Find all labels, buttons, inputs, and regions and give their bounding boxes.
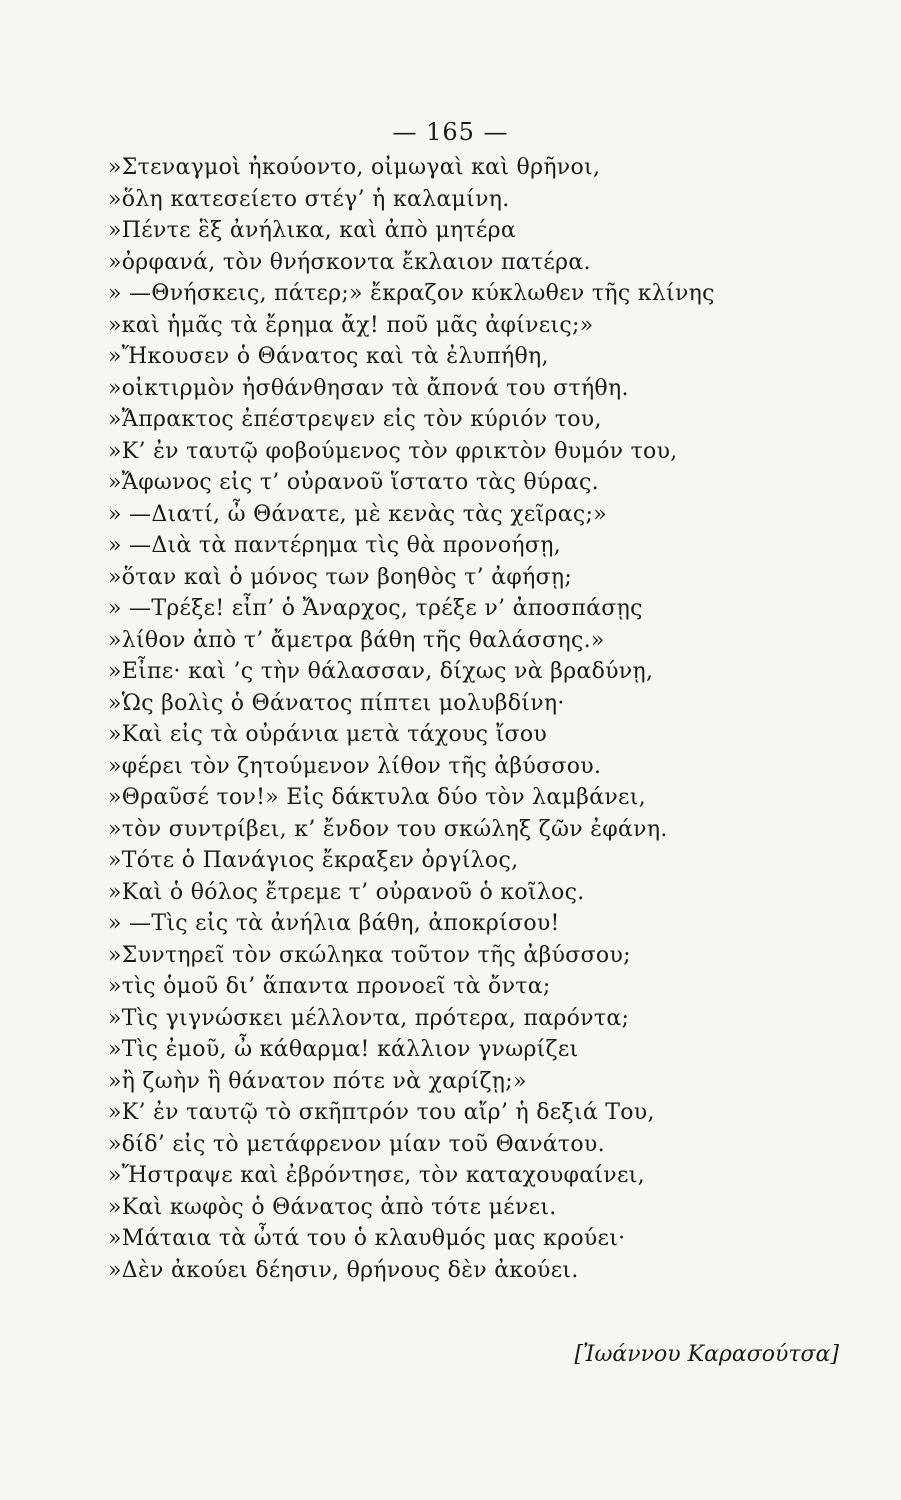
poem-line: »Ἄπρακτος ἐπέστρεψεν εἰς τὸν κύριόν του, bbox=[108, 407, 602, 432]
poem-line: » —Θνήσκεις, πάτερ;» ἔκραζον κύκλωθεν τῆς κλίνης bbox=[108, 281, 715, 306]
poem-line: »οἰκτιρμὸν ἠσθάνθησαν τὰ ἄπονά του στήθη. bbox=[108, 375, 629, 401]
poem-line: »Τὶς ἐμοῦ, ὦ κάθαρμα! κάλλιον γνωρίζει bbox=[108, 1037, 579, 1062]
page-number: — 165 — bbox=[392, 118, 509, 146]
poem-line: »Συντηρεῖ τὸν σκώληκα τοῦτον τῆς ἀβύσσου; bbox=[108, 942, 631, 968]
poem-line: »λίθον ἀπὸ τ’ ἄμετρα βάθη τῆς θαλάσσης.» bbox=[108, 627, 605, 653]
poem-line: »ἢ ζωὴν ἢ θάνατον πότε νὰ χαρίζῃ;» bbox=[108, 1068, 527, 1094]
poem-line: »Κ’ ἐν ταυτῷ τὸ σκῆπτρόν του αἴρ’ ἡ δεξιά Του, bbox=[108, 1100, 655, 1125]
poem-line: » —Διατί, ὦ Θάνατε, μὲ κενὰς τὰς χεῖρας;» bbox=[108, 501, 607, 527]
poem-line: »Δὲν ἀκούει δέησιν, θρήνους δὲν ἀκούει. bbox=[108, 1257, 579, 1283]
poem-line: »Θραῦσέ τον!» Εἰς δάκτυλα δύο τὸν λαμβάνει, bbox=[108, 785, 646, 810]
poem-line: »Ὡς βολὶς ὁ Θάνατος πίπτει μολυβδίνη· bbox=[108, 690, 565, 716]
poem-line: »Τὶς γιγνώσκει μέλλοντα, πρότερα, παρόντα; bbox=[108, 1005, 630, 1031]
poem-line: »Ἤστραψε καὶ ἐβρόντησε, τὸν καταχουφαίνει, bbox=[108, 1163, 645, 1188]
poem-line: »Ἄφωνος εἰς τ’ οὐρανοῦ ἵστατο τὰς θύρας. bbox=[108, 470, 599, 495]
poem-line: »τὸν συντρίβει, κ’ ἔνδον του σκώληξ ζῶν ἐφάνη. bbox=[108, 816, 668, 842]
poem-text bbox=[108, 152, 748, 1286]
poem-line: »Καὶ ὁ θόλος ἔτρεμε τ’ οὐρανοῦ ὁ κοῖλος. bbox=[108, 879, 585, 905]
poem-line: »ὅλη κατεσείετο στέγ’ ἡ καλαμίνη. bbox=[108, 186, 510, 212]
poem-line: »Καὶ κωφὸς ὁ Θάνατος ἀπὸ τότε μένει. bbox=[108, 1194, 557, 1220]
poem-line: »τὶς ὁμοῦ δι’ ἅπαντα προνοεῖ τὰ ὄντα; bbox=[108, 974, 551, 999]
poem-line: »ὅταν καὶ ὁ μόνος των βοηθὸς τ’ ἀφήσῃ; bbox=[108, 564, 573, 590]
author-attribution: [Ἰωάννου Καρασούτσα] bbox=[574, 1342, 839, 1367]
poem-line: »Εἶπε· καὶ ’ς τὴν θάλασσαν, δίχως νὰ βραδύνῃ, bbox=[108, 659, 654, 684]
poem-line: »καὶ ἡμᾶς τὰ ἔρημα ἄχ! ποῦ μᾶς ἀφίνεις;» bbox=[108, 312, 594, 338]
poem-line: »Μάταια τὰ ὦτά του ὁ κλαυθμός μας κρούει· bbox=[108, 1226, 626, 1251]
poem-line: »φέρει τὸν ζητούμενον λίθον τῆς ἀβύσσου. bbox=[108, 753, 602, 779]
poem-line: »Καὶ εἰς τὰ οὐράνια μετὰ τάχους ἴσου bbox=[108, 722, 548, 747]
poem-line: » —Διὰ τὰ παντέρημα τὶς θὰ προνοήσῃ, bbox=[108, 533, 561, 558]
poem-line: »Κ’ ἐν ταυτῷ φοβούμενος τὸν φρικτὸν θυμόν του, bbox=[108, 438, 678, 464]
poem-line: »Ἤκουσεν ὁ Θάνατος καὶ τὰ ἐλυπήθη, bbox=[108, 344, 549, 369]
poem-line: »ὀρφανά, τὸν θνήσκοντα ἔκλαιον πατέρα. bbox=[108, 249, 591, 275]
poem-line: » —Τρέξε! εἶπ’ ὁ Ἄναρχος, τρέξε ν’ ἀποσπάσῃς bbox=[108, 596, 643, 621]
poem-line: »Πέντε ἓξ ἀνήλικα, καὶ ἀπὸ μητέρα bbox=[108, 218, 516, 243]
poem-line: » —Τὶς εἰς τὰ ἀνήλια βάθη, ἀποκρίσου! bbox=[108, 911, 560, 936]
poem-line: »δίδ’ εἰς τὸ μετάφρενον μίαν τοῦ Θανάτου. bbox=[108, 1131, 605, 1157]
poem-line: »Στεναγμοὶ ἠκούοντο, οἰμωγαὶ καὶ θρῆνοι, bbox=[108, 155, 601, 180]
poem-line: »Τότε ὁ Πανάγιος ἔκραξεν ὀργίλος, bbox=[108, 848, 519, 873]
